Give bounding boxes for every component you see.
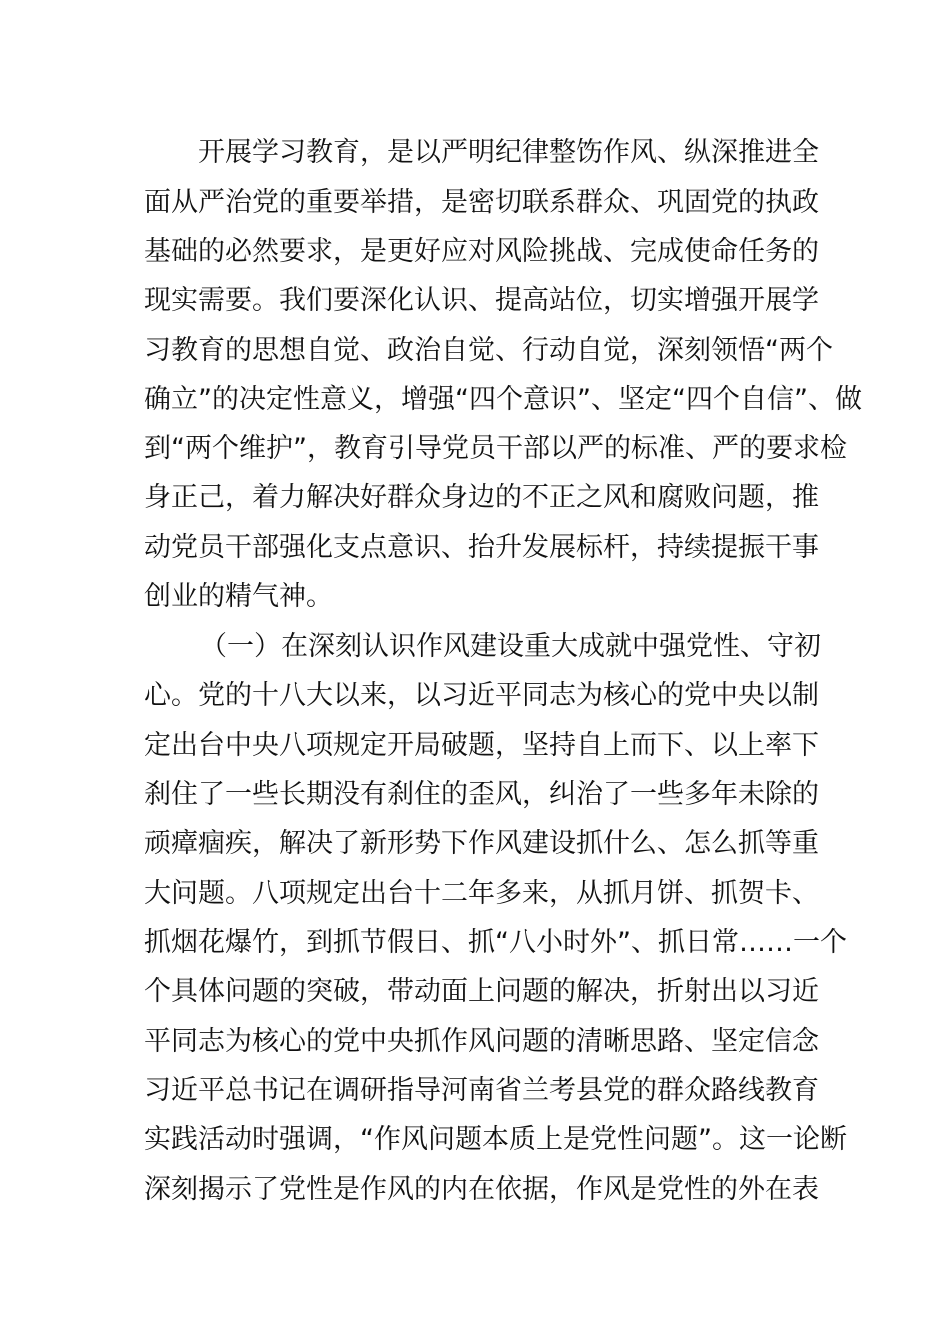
paragraph-2-line-6: 大问题。八项规定出台十二年多来，从抓月饼、抓贺卡、 xyxy=(144,878,819,909)
paragraph-2-line-3: 定出台中央八项规定开局破题，坚持自上而下、以上率下 xyxy=(144,730,819,761)
paragraph-2-line-4: 刹住了一些长期没有刹住的歪风，纠治了一些多年未除的 xyxy=(144,779,819,810)
paragraph-1-line-3: 基础的必然要求，是更好应对风险挑战、完成使命任务的 xyxy=(144,236,819,267)
paragraph-2-line-11: 实践活动时强调，“作风问题本质上是党性问题”。这一论断 xyxy=(144,1124,847,1155)
paragraph-2-line-9: 平同志为核心的党中央抓作风问题的清晰思路、坚定信念 xyxy=(144,1026,819,1057)
paragraph-1-line-5: 习教育的思想自觉、政治自觉、行动自觉，深刻领悟“两个 xyxy=(144,335,833,366)
paragraph-2-line-12: 深刻揭示了党性是作风的内在依据，作风是党性的外在表 xyxy=(144,1174,819,1205)
paragraph-2-line-1: （一）在深刻认识作风建设重大成就中强党性、守初 xyxy=(200,631,821,662)
paragraph-2-line-10: 习近平总书记在调研指导河南省兰考县党的群众路线教育 xyxy=(144,1075,819,1106)
paragraph-1-line-4: 现实需要。我们要深化认识、提高站位，切实增强开展学 xyxy=(144,285,819,316)
paragraph-1-line-1: 开展学习教育，是以严明纪律整饬作风、纵深推进全 xyxy=(198,137,819,168)
paragraph-2-line-2: 心。党的十八大以来，以习近平同志为核心的党中央以制 xyxy=(144,680,819,711)
paragraph-1-line-10: 创业的精气神。 xyxy=(144,581,333,612)
paragraph-2-line-7: 抓烟花爆竹，到抓节假日、抓“八小时外”、抓日常……一个 xyxy=(144,927,847,958)
paragraph-1-line-6: 确立”的决定性意义，增强“四个意识”、坚定“四个自信”、做 xyxy=(144,384,862,415)
paragraph-1-line-8: 身正己，着力解决好群众身边的不正之风和腐败问题，推 xyxy=(144,482,819,513)
paragraph-2-line-5: 顽瘴痼疾，解决了新形势下作风建设抓什么、怎么抓等重 xyxy=(144,828,819,859)
paragraph-2-line-8: 个具体问题的突破，带动面上问题的解决，折射出以习近 xyxy=(144,976,819,1007)
paragraph-1-line-7: 到“两个维护”，教育引导党员干部以严的标准、严的要求检 xyxy=(144,433,847,464)
paragraph-1-line-9: 动党员干部强化支点意识、抬升发展标杆，持续提振干事 xyxy=(144,532,819,563)
paragraph-1-line-2: 面从严治党的重要举措，是密切联系群众、巩固党的执政 xyxy=(144,187,819,218)
